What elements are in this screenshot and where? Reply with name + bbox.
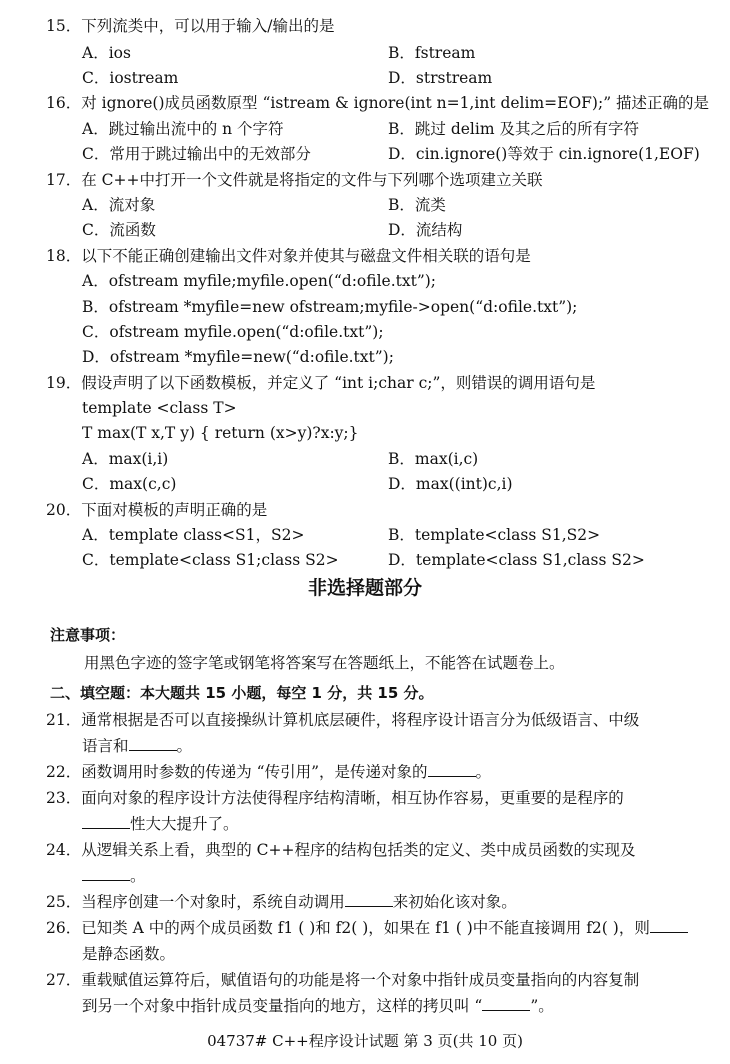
option-16a: A．跳过输出流中的 n 个字符 [82,120,284,138]
code-line-2: T max(T x,T y) { return (x>y)?x:y;} [82,424,359,442]
question-21: 21．通常根据是否可以直接操纵计算机底层硬件，将程序设计语言分为低级语言、中级 [46,711,640,729]
question-23-cont [82,813,239,835]
option-19a: A．max(i,i) [82,450,169,468]
option-17b: B．流类 [388,196,446,214]
question-25 [46,891,517,913]
answer-blank [482,995,530,1011]
option-15c: C．iostream [82,69,179,87]
q27-text: 到另一个对象中指针成员变量指向的地方，这样的拷贝叫 “ [82,997,483,1015]
option-18b: B．ofstream *myfile=new ofstream;myfile->open(“d:ofile.txt”); [82,298,578,316]
question-26-cont: 是静态函数。 [82,945,176,963]
question-26 [46,917,688,939]
option-17d: D．流结构 [388,221,463,239]
question-20: 20．下面对模板的声明正确的是 [46,501,268,519]
option-16c: C．常用于跳过输出中的无效部分 [82,145,311,163]
answer-blank [82,865,130,881]
q22-end: 。 [475,763,492,781]
code-line-1: template <class T> [82,399,237,417]
option-18a: A．ofstream myfile;myfile.open(“d:ofile.txt”); [82,272,437,290]
option-17a: A．流对象 [82,196,156,214]
option-18d: D．ofstream *myfile=new(“d:ofile.txt”); [82,348,394,366]
q22-text: 22．函数调用时参数的传递为 “传引用”，是传递对象的 [46,763,428,781]
q26-text: 26．已知类 A 中的两个成员函数 f1 ( )和 f2( )，如果在 f1 ( )中不能直接调用 f2( )，则 [46,919,650,937]
option-20d: D．template<class S1,class S2> [388,551,645,569]
question-22 [46,761,491,783]
answer-blank [428,761,476,777]
q23-end: 性大大提升了。 [130,815,239,833]
option-20a: A．template class<S1，S2> [82,526,305,544]
answer-blank [650,917,688,933]
question-21-cont [82,735,192,757]
question-24: 24．从逻辑关系上看，典型的 C++程序的结构包括类的定义、类中成员函数的实现及 [46,841,636,859]
q25-end: 来初始化该对象。 [392,893,517,911]
question-27-cont [82,995,554,1017]
option-19b: B．max(i,c) [388,450,479,468]
answer-blank [129,735,177,751]
q25-text: 25．当程序创建一个对象时，系统自动调用 [46,893,345,911]
answer-blank [345,891,393,907]
option-19c: C．max(c,c) [82,475,177,493]
question-19: 19．假设声明了以下函数模板，并定义了 “int i;char c;”，则错误的调用语句是 [46,374,596,392]
fill-section-header: 二、填空题：本大题共 15 小题，每空 1 分，共 15 分。 [50,684,434,702]
question-24-cont [82,865,146,887]
q24-end: 。 [130,867,146,885]
option-16d: D．cin.ignore()等效于 cin.ignore(1,EOF) [388,145,700,163]
q21-text: 语言和 [82,737,129,755]
option-16b: B．跳过 delim 及其之后的所有字符 [388,120,639,138]
page-footer: 04737# C++程序设计试题 第 3 页(共 10 页) [207,1032,523,1050]
question-17: 17．在 C++中打开一个文件就是将指定的文件与下列哪个选项建立关联 [46,171,543,189]
notice-text: 用黑色字迹的签字笔或钢笔将答案写在答题纸上，不能答在试题卷上。 [84,654,565,672]
question-27: 27．重载赋值运算符后，赋值语句的功能是将一个对象中指针成员变量指向的内容复制 [46,971,640,989]
question-23: 23．面向对象的程序设计方法使得程序结构清晰，相互协作容易，更重要的是程序的 [46,789,624,807]
option-15a: A．ios [82,44,131,62]
option-20c: C．template<class S1;class S2> [82,551,339,569]
question-18: 18．以下不能正确创建输出文件对象并使其与磁盘文件相关联的语句是 [46,247,531,265]
question-16: 16．对 ignore()成员函数原型 “istream & ignore(int n=1,int delim=EOF);” 描述正确的是 [46,94,710,112]
notice-title: 注意事项： [50,626,126,644]
option-15b: B．fstream [388,44,476,62]
option-18c: C．ofstream myfile.open(“d:ofile.txt”); [82,323,384,341]
answer-blank [82,813,130,829]
section-title: 非选择题部分 [307,577,422,599]
q27-end: ”。 [530,997,554,1015]
option-15d: D．strstream [388,69,493,87]
question-15: 15．下列流类中，可以用于输入/输出的是 [46,17,335,35]
q21-end: 。 [176,737,193,755]
option-20b: B．template<class S1,S2> [388,526,601,544]
option-19d: D．max((int)c,i) [388,475,513,493]
option-17c: C．流函数 [82,221,156,239]
